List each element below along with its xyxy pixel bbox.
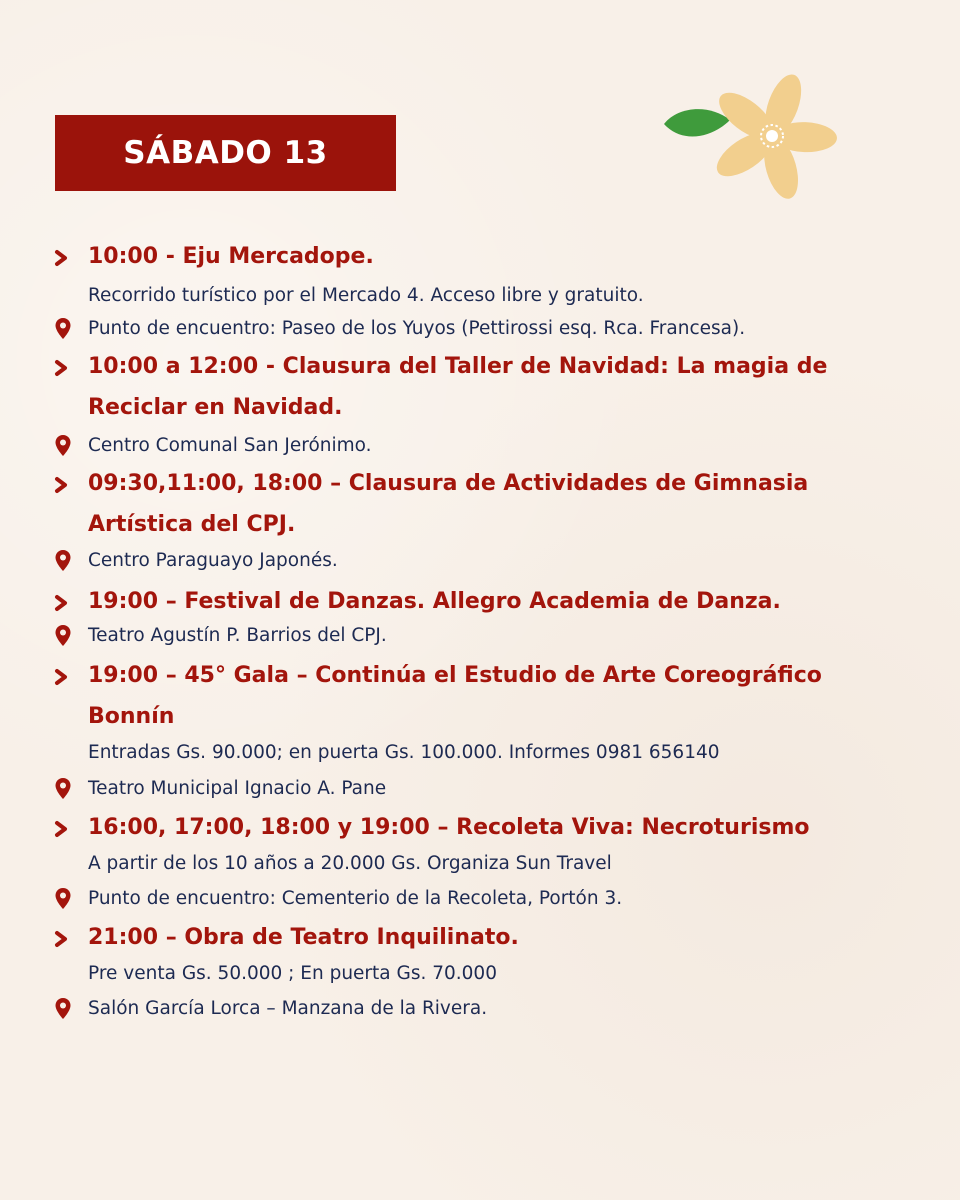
- detail-text: Recorrido turístico por el Mercado 4. Acceso libre y gratuito.: [88, 285, 644, 306]
- chevron-right-icon: [52, 664, 74, 690]
- place-text: Teatro Agustín P. Barrios del CPJ.: [88, 625, 387, 646]
- detail-text: Pre venta Gs. 50.000 ; En puerta Gs. 70.000: [88, 963, 497, 984]
- chevron-right-icon: [52, 472, 74, 498]
- event-text: 16:00, 17:00, 18:00 y 19:00 – Recoleta Viva: Necroturismo: [88, 815, 810, 840]
- chevron-right-icon: [52, 590, 74, 616]
- place-text: Salón García Lorca – Manzana de la Rivera.: [88, 998, 488, 1019]
- event-text: 19:00 – 45° Gala – Continúa el Estudio de Arte Coreográfico: [88, 663, 822, 688]
- location-pin-icon: [52, 433, 74, 459]
- place-text: Centro Comunal San Jerónimo.: [88, 435, 372, 456]
- cont-text: Artística del CPJ.: [88, 512, 296, 537]
- location-pin-icon: [52, 996, 74, 1022]
- place-text: Centro Paraguayo Japonés.: [88, 550, 338, 571]
- flower-icon: [660, 72, 840, 212]
- event-text: 09:30,11:00, 18:00 – Clausura de Actividades de Gimnasia: [88, 471, 809, 496]
- location-pin-icon: [52, 548, 74, 574]
- event-text: 10:00 - Eju Mercadope.: [88, 244, 374, 269]
- detail-text: A partir de los 10 años a 20.000 Gs. Organiza Sun Travel: [88, 853, 612, 874]
- place-text: Punto de encuentro: Cementerio de la Recoleta, Portón 3.: [88, 888, 623, 909]
- chevron-right-icon: [52, 355, 74, 381]
- event-text: 19:00 – Festival de Danzas. Allegro Academia de Danza.: [88, 589, 781, 614]
- cont-text: Reciclar en Navidad.: [88, 395, 343, 420]
- chevron-right-icon: [52, 816, 74, 842]
- place-text: Teatro Municipal Ignacio A. Pane: [88, 778, 387, 799]
- location-pin-icon: [52, 886, 74, 912]
- day-title: SÁBADO 13: [123, 135, 328, 171]
- day-banner: [55, 115, 396, 191]
- place-text: Punto de encuentro: Paseo de los Yuyos (Pettirossi esq. Rca. Francesa).: [88, 318, 746, 339]
- chevron-right-icon: [52, 926, 74, 952]
- location-pin-icon: [52, 776, 74, 802]
- location-pin-icon: [52, 316, 74, 342]
- event-text: 21:00 – Obra de Teatro Inquilinato.: [88, 925, 519, 950]
- cont-text: Bonnín: [88, 704, 175, 729]
- event-text: 10:00 a 12:00 - Clausura del Taller de Navidad: La magia de: [88, 354, 828, 379]
- location-pin-icon: [52, 623, 74, 649]
- detail-text: Entradas Gs. 90.000; en puerta Gs. 100.000. Informes 0981 656140: [88, 742, 720, 763]
- chevron-right-icon: [52, 245, 74, 271]
